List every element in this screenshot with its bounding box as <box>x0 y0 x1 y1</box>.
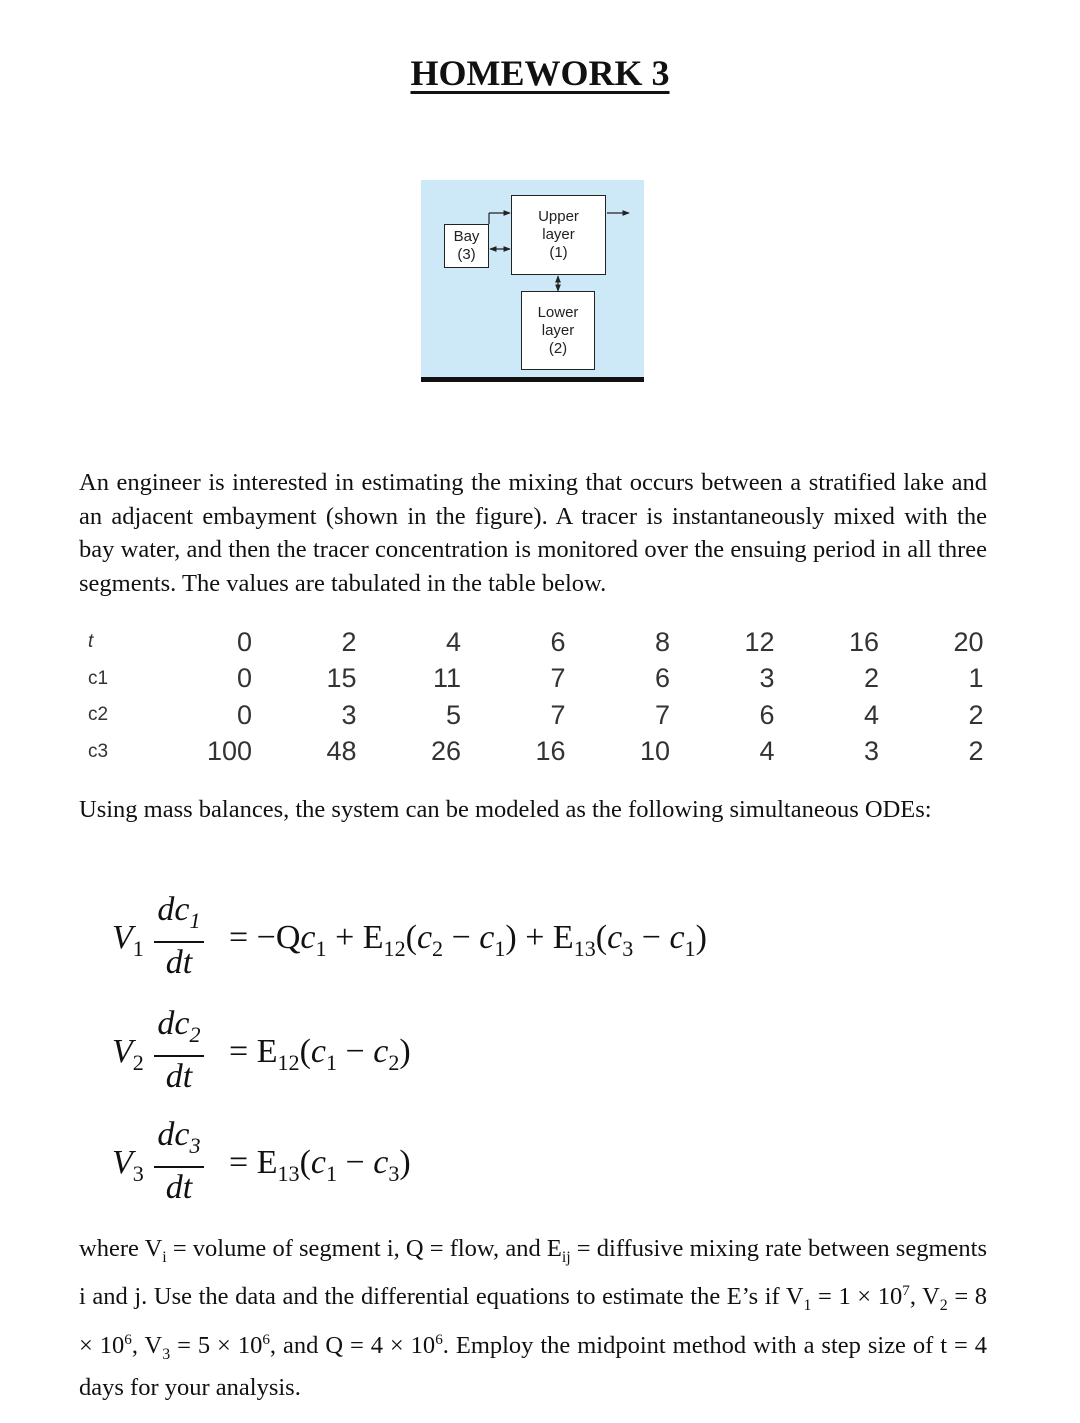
table-cell: 4 <box>445 626 461 657</box>
table-cell: 0 <box>236 699 252 730</box>
equation-3-denominator: dt <box>165 1168 193 1206</box>
page-title: HOMEWORK 3 <box>410 53 670 93</box>
equation-1-numerator: $dc_1$ <box>157 891 201 933</box>
lower-layer-box <box>521 291 595 370</box>
table-cell: 15 <box>326 663 357 694</box>
row-label: t <box>88 631 94 653</box>
table-cell: 6 <box>654 663 670 694</box>
lower-layer-number: (2) <box>548 339 568 357</box>
equation-1-rhs: = $-Qc_1 + E_{12}(c_2 - c_1) + E_{13}(c_3 - c_1)$ <box>229 919 707 961</box>
equation-2-volume: $V_2$ <box>112 1033 144 1075</box>
table-cell: 5 <box>445 699 461 730</box>
equation-1-volume: $V_1$ <box>112 919 144 961</box>
bay-number: (3) <box>457 246 476 263</box>
table-row <box>78 661 984 698</box>
equation-1-derivative <box>150 890 208 983</box>
equation-2-derivative <box>150 1004 208 1097</box>
row-label: c3 <box>88 740 109 762</box>
ode-intro: Using mass balances, the system can be modeled as the following simultaneous ODEs: <box>79 796 932 823</box>
table-cell: 48 <box>326 736 357 767</box>
bay-box <box>444 224 489 268</box>
table-row <box>78 734 984 771</box>
problem-description: An engineer is interested in estimating the mixing that occurs between a stratified lake and an adjacent embayment (shown in the figure). A tracer is instantaneously mixed with the bay water, and then the tracer concentration is monitored over the ensuing period in all three segments. The values are tabulated in the table below. <box>79 469 987 597</box>
equation-3-numerator: $dc_3$ <box>157 1116 201 1158</box>
upper-layer-label-2: layer <box>542 226 575 243</box>
table-cell: 7 <box>654 699 670 730</box>
table-cell: 11 <box>432 663 461 694</box>
equation-2-rhs: = $E_{12}(c_1 - c_2)$ <box>229 1033 411 1075</box>
problem-instructions: where $V_i$ = volume of segment i, Q = flow, and $E_{ij}$ = diffusive mixing rate between segments i and j. Use the data and the differential equations to estimate the E’s if $V_1 = 1 \times 10^7$, $V_2 = 8 \times 10^6$, $V_3 = 5 \times 10^6$, and $Q = 4 \times 10^6$. Employ the midpoint method with a step size of t = 4 days for your analysis. <box>79 1235 988 1402</box>
table-cell: 0 <box>236 663 252 694</box>
table-cell: 2 <box>341 626 357 657</box>
upper-layer-label-1: Upper <box>538 208 579 225</box>
upper-layer-number: (1) <box>549 244 568 261</box>
table-cell: 6 <box>759 699 775 730</box>
table-cell: 16 <box>848 626 879 657</box>
tracer-data-table <box>78 624 984 770</box>
equation-1-denominator: dt <box>165 943 193 981</box>
table-cell: 12 <box>744 626 775 657</box>
equation-2-numerator: $dc_2$ <box>157 1005 201 1047</box>
table-cell: 1 <box>968 663 984 694</box>
table-cell: 26 <box>430 736 461 767</box>
table-cell: 7 <box>550 699 566 730</box>
table-row <box>78 697 984 734</box>
row-label: c1 <box>88 667 109 689</box>
table-cell: 8 <box>654 626 670 657</box>
table-cell: 3 <box>759 663 775 694</box>
equation-3-derivative <box>150 1115 208 1208</box>
table-cell: 4 <box>863 699 879 730</box>
table-cell: 16 <box>535 736 566 767</box>
table-row <box>78 624 984 661</box>
upper-layer-box <box>511 195 606 275</box>
equation-3-volume: $V_3$ <box>112 1144 144 1186</box>
lake-diagram <box>421 180 644 384</box>
table-cell: 4 <box>759 736 775 767</box>
table-cell: 6 <box>550 626 566 657</box>
bay-label: Bay <box>453 228 480 245</box>
row-label: c2 <box>88 704 109 726</box>
table-cell: 100 <box>206 736 252 767</box>
table-cell: 2 <box>863 663 879 694</box>
table-cell: 3 <box>863 736 879 767</box>
table-cell: 3 <box>341 699 357 730</box>
table-cell: 10 <box>639 736 670 767</box>
table-cell: 20 <box>953 626 984 657</box>
table-cell: 2 <box>968 699 984 730</box>
table-cell: 0 <box>236 626 252 657</box>
lower-layer-label-2: layer <box>541 321 575 339</box>
equation-2-denominator: dt <box>165 1057 193 1095</box>
equation-3-rhs: = $E_{13}(c_1 - c_3)$ <box>229 1144 411 1186</box>
table-cell: 2 <box>968 736 984 767</box>
lower-layer-label-1: Lower <box>537 303 579 321</box>
table-cell: 7 <box>550 663 566 694</box>
